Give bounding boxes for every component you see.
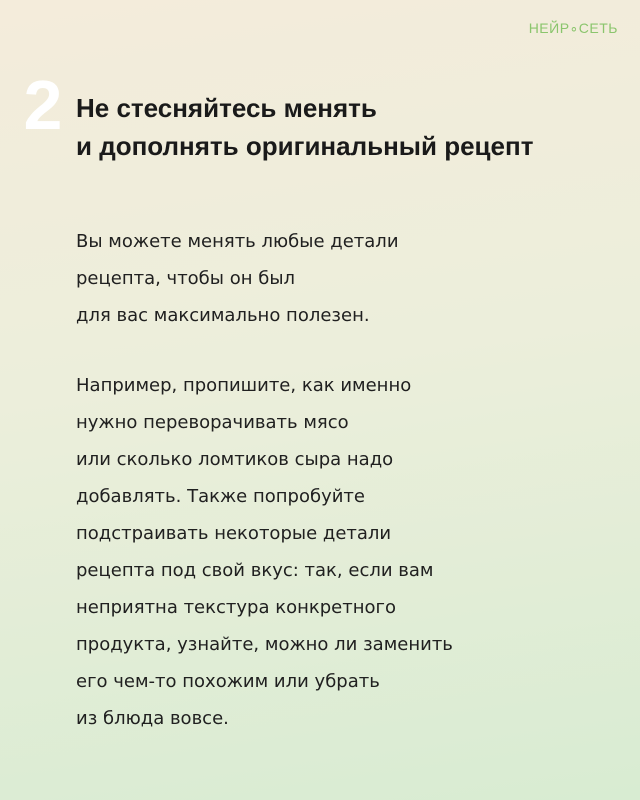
heading-line: и дополнять оригинальный рецепт xyxy=(76,131,534,161)
example-paragraph xyxy=(76,367,616,737)
intro-paragraph xyxy=(76,223,616,334)
paragraph-line: рецепта, чтобы он был xyxy=(76,268,296,289)
paragraph-line: неприятна текстура конкретного xyxy=(76,597,396,618)
paragraph-line: для вас максимально полезен. xyxy=(76,305,370,326)
paragraph-line: из блюда вовсе. xyxy=(76,708,229,729)
tip-heading xyxy=(76,89,636,165)
paragraph-line: его чем-то похожим или убрать xyxy=(76,671,380,692)
heading-line: Не стесняйтесь менять xyxy=(76,93,377,123)
paragraph-line: рецепта под свой вкус: так, если вам xyxy=(76,560,434,581)
brand-logo: НЕЙР∘СЕТЬ xyxy=(528,20,618,36)
paragraph-line: или сколько ломтиков сыра надо xyxy=(76,449,394,470)
paragraph-line: нужно переворачивать мясо xyxy=(76,412,349,433)
paragraph-line: добавлять. Также попробуйте xyxy=(76,486,365,507)
paragraph-line: Например, пропишите, как именно xyxy=(76,375,412,396)
paragraph-line: Вы можете менять любые детали xyxy=(76,231,399,252)
tip-number: 2 xyxy=(23,66,63,144)
paragraph-line: продукта, узнайте, можно ли заменить xyxy=(76,634,453,655)
paragraph-line: подстраивать некоторые детали xyxy=(76,523,392,544)
